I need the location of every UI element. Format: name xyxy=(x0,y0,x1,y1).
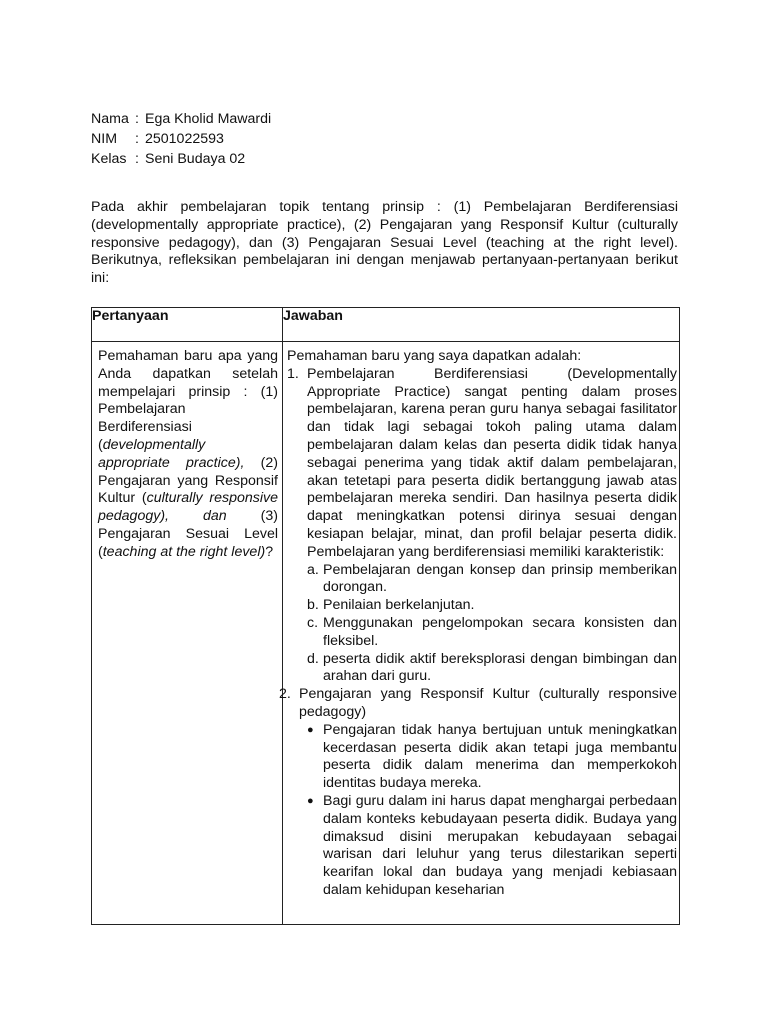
sub-item-text: Menggunakan pengelompokan secara konsisten dan fleksibel. xyxy=(323,614,677,649)
question-text-1: Pemahaman baru apa yang Anda dapatkan setelah mempelajari prinsip : (1) Pembelajaran Berdiferensiasi ( xyxy=(98,348,278,453)
bullet-dot-icon: ● xyxy=(307,794,314,807)
sub-item-letter: a. xyxy=(307,561,319,578)
table-row xyxy=(92,342,680,925)
list-item xyxy=(307,597,677,615)
sub-item-text: peserta didik aktif bereksplorasi dengan bimbingan dan arahan dari guru. xyxy=(323,650,677,685)
class-label: Kelas xyxy=(91,151,127,167)
name-separator: : xyxy=(135,111,139,127)
question-text-3: (3) Pengajaran Sesuai Level ( xyxy=(98,508,279,560)
table-header-row xyxy=(92,308,680,342)
nim-separator: : xyxy=(135,131,139,147)
answer-item-1 xyxy=(287,366,677,562)
nim-label: NIM xyxy=(91,131,118,147)
name-value: Ega Kholid Mawardi xyxy=(145,111,272,127)
sub-item-text: Pembelajaran dengan konsep dan prinsip memberikan dorongan. xyxy=(323,561,677,596)
answer-cell xyxy=(279,342,680,925)
intro-paragraph: Pada akhir pembelajaran topik tentang prinsip : (1) Pembelajaran Berdiferensiasi (developmentally appropriate practice), (2) Pengajaran yang Responsif Kultur (culturally responsive pedagogy), dan (3) Pengajaran Sesuai Level (teaching at the right level). Berikutnya, refleksikan pembelajaran ini dengan menjawab pertanyaan-pertanyaan berikut ini: xyxy=(91,199,678,287)
sub-item-letter: c. xyxy=(307,614,319,631)
question-text-4: ? xyxy=(265,543,274,560)
question-text-2: (2) Pengajaran yang Responsif Kultur ( xyxy=(98,454,278,507)
question-cell xyxy=(92,342,283,925)
student-identity xyxy=(91,111,411,171)
class-value: Seni Budaya 02 xyxy=(145,151,246,167)
list-item xyxy=(307,793,677,900)
list-item xyxy=(307,651,677,687)
name-label: Nama xyxy=(91,111,129,127)
header-answer: Jawaban xyxy=(283,308,680,342)
item-1-number: 1. xyxy=(287,365,299,382)
item-2-number: 2. xyxy=(279,686,291,703)
list-item xyxy=(307,615,677,651)
class-separator: : xyxy=(135,151,139,167)
sub-item-text: Penilaian berkelanjutan. xyxy=(323,597,475,614)
sub-item-letter: b. xyxy=(307,597,319,614)
item-1-text: Pembelajaran Berdiferensiasi (Developmentally Appropriate Practice) sangat penting dalam proses pembelajaran, karena peran guru hanya sebagai fasilitator dan tidak lagi sebagai tokoh paling utama dalam pembelajaran dalam kelas dan peserta didik tidak hanya sebagai penerima yang tidak aktif dalam pembelajaran, akan tetetapi para peserta didik bertanggung jawab atas pembelajaran mereka sendiri. Dan hasilnya peserta didik dapat meningkatkan potensi dirinya sesuai dengan kesiapan belajar, minat, dan profil belajar peserta didik. Pembelajaran yang berdiferensiasi memiliki karakteristik: xyxy=(307,365,677,560)
name-row xyxy=(91,111,411,131)
question-italic-2: culturally responsive pedagogy), dan xyxy=(98,490,278,525)
answer-intro: Pemahaman baru yang saya dapatkan adalah: xyxy=(287,348,582,364)
reflection-table xyxy=(91,307,680,925)
question-italic-1: developmentally appropriate practice), xyxy=(98,436,245,471)
list-item xyxy=(307,562,677,598)
nim-row xyxy=(91,131,411,151)
bullet-text: Pengajaran tidak hanya bertujuan untuk meningkatkan kecerdasan peserta didik akan tetapi juga membantu peserta didik dalam menerima dan memperkokoh identitas budaya mereka. xyxy=(323,721,677,792)
class-row xyxy=(91,151,411,171)
bullet-text: Bagi guru dalam ini harus dapat menghargai perbedaan dalam konteks kebudayaan peserta didik. Budaya yang dimaksud disini merupakan kebudayaan sebagai warisan dari leluhur yang terus dilestarikan seperti kearifan lokal dan budaya yang menjadi kebiasaan dalam kehidupan keseharian xyxy=(323,792,677,898)
header-question: Pertanyaan xyxy=(92,308,283,342)
item-2-text: Pengajaran yang Responsif Kultur (culturally responsive pedagogy) xyxy=(299,686,677,720)
question-italic-3: teaching at the right level) xyxy=(102,543,266,560)
list-item xyxy=(307,722,677,793)
sub-item-letter: d. xyxy=(307,650,319,667)
bullet-dot-icon: ● xyxy=(307,723,314,736)
answer-item-2 xyxy=(279,686,677,722)
nim-value: 2501022593 xyxy=(145,131,224,147)
